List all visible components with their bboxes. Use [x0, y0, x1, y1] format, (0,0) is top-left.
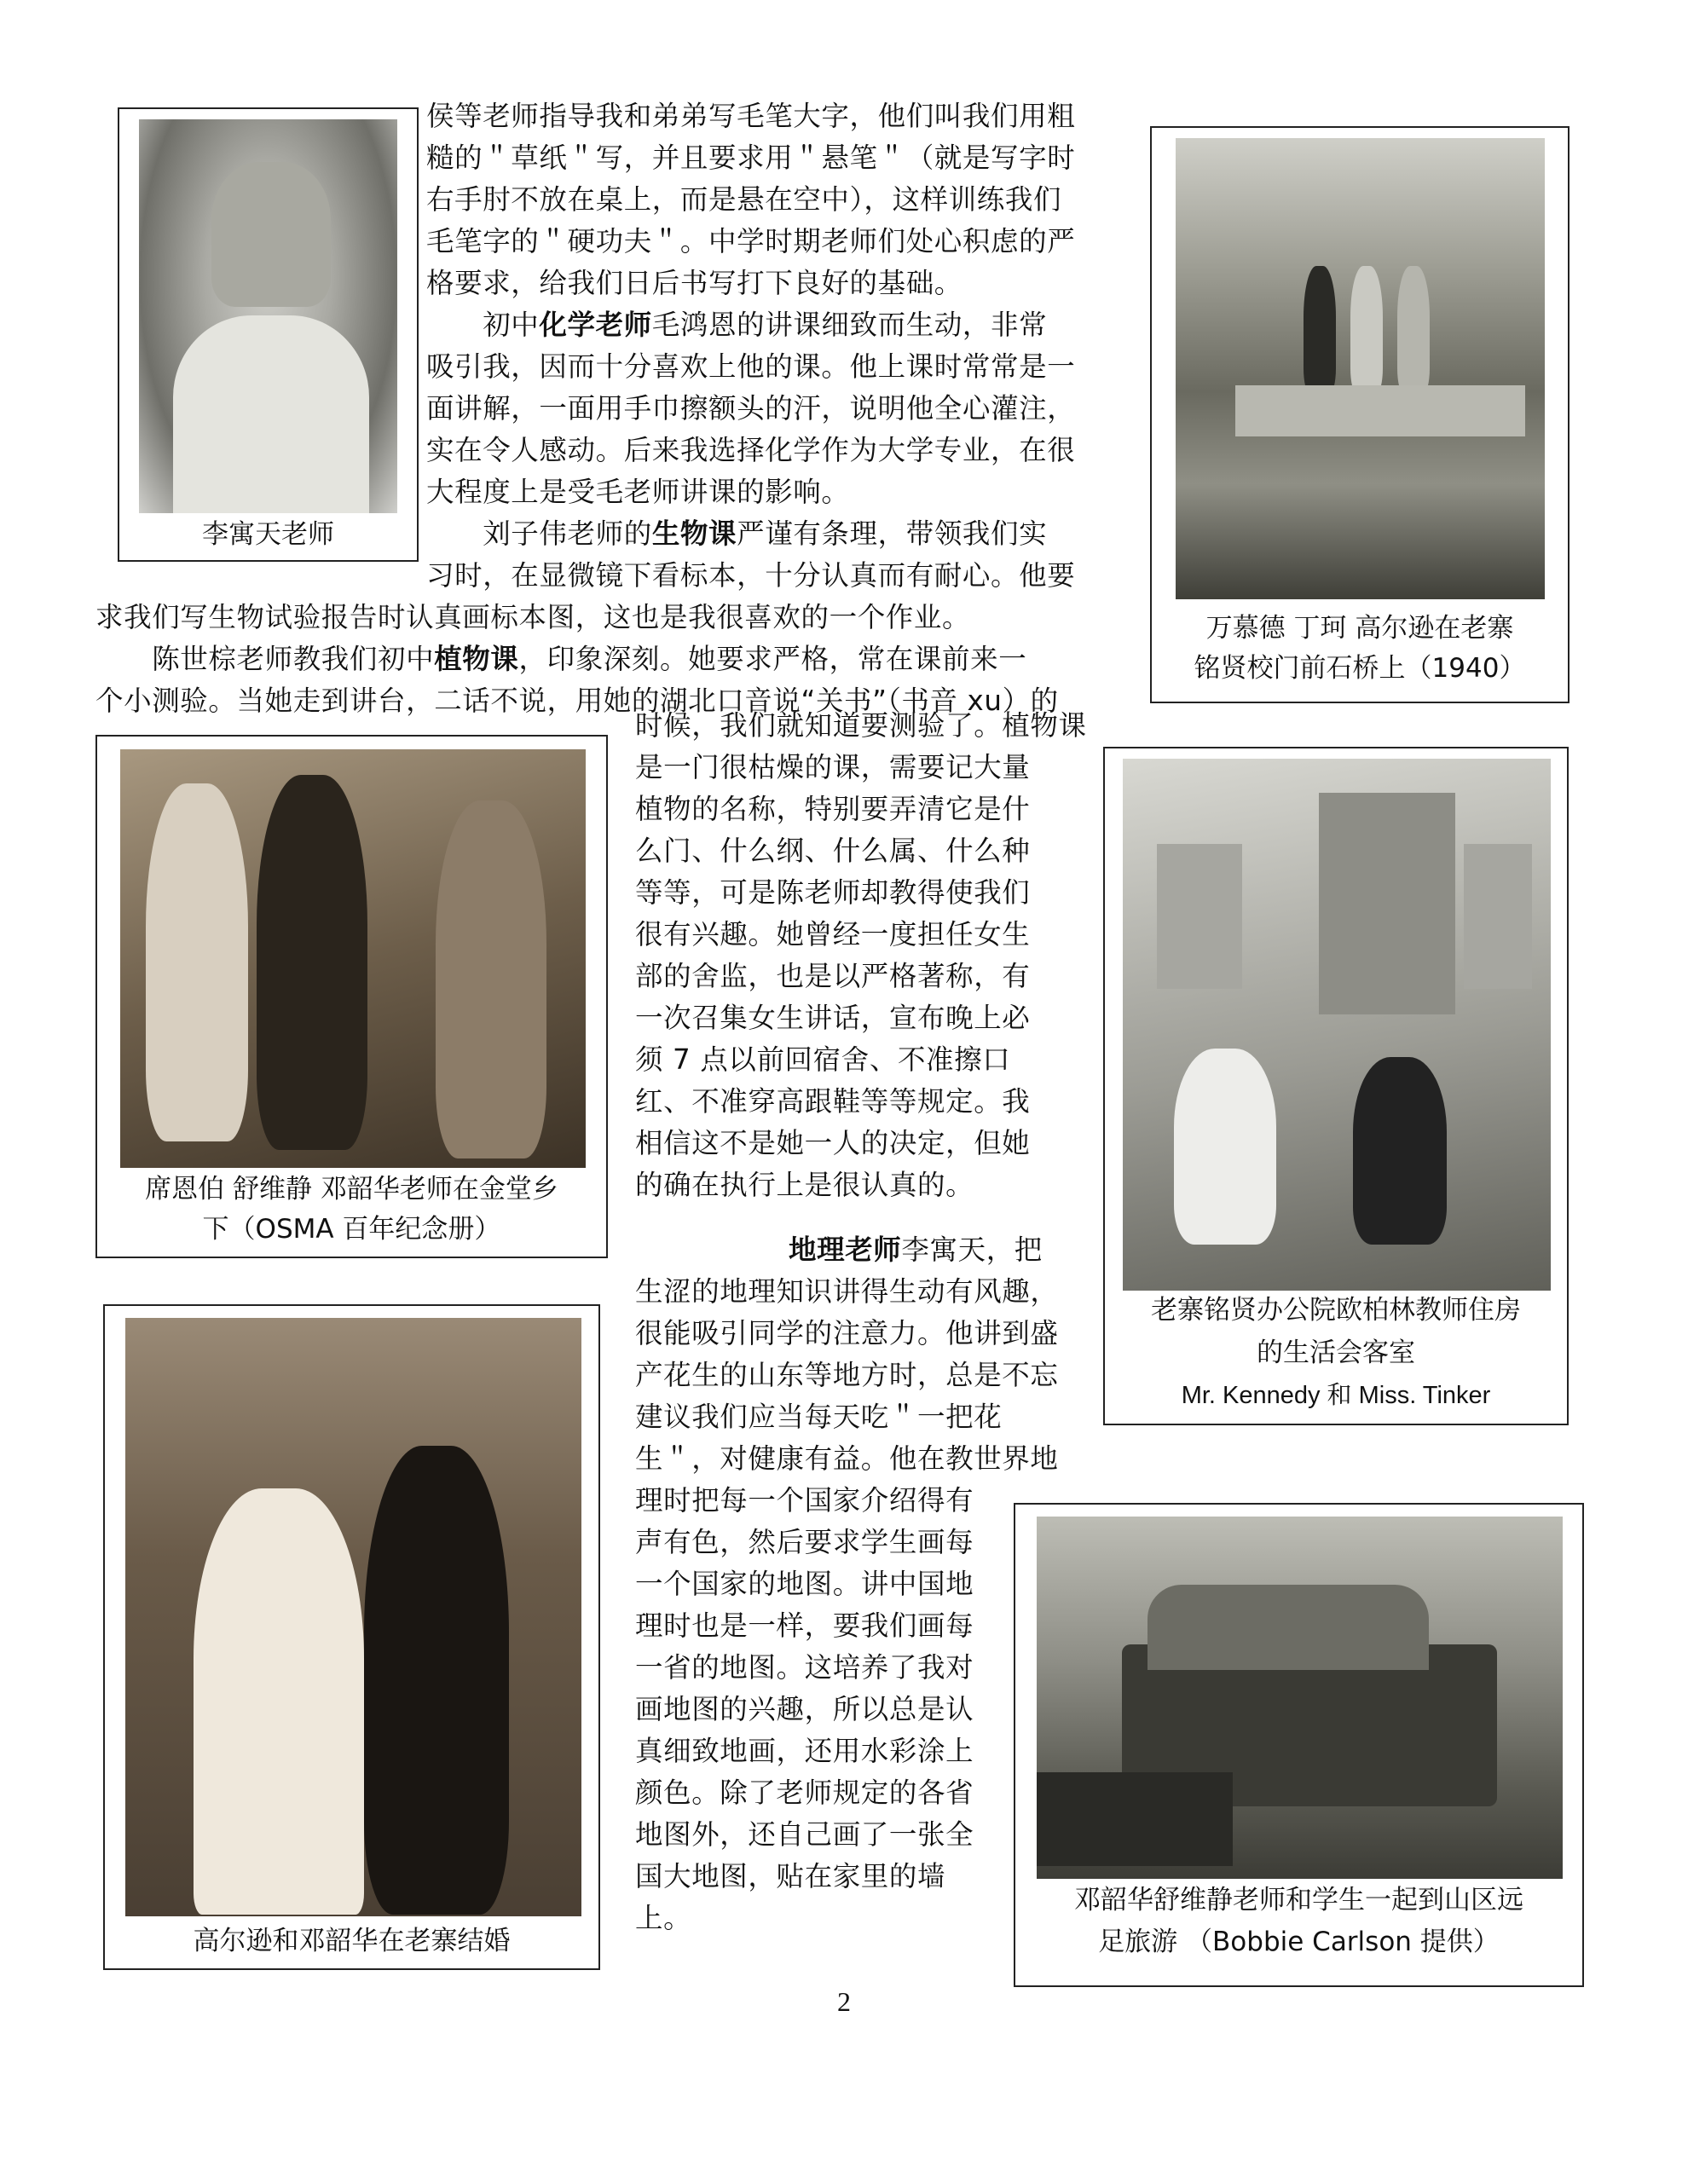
hike-caption-line1: 邓韶华舒维静老师和学生一起到山区远 — [1074, 1885, 1523, 1915]
body-line: 的确在执行上是很认真的。 — [635, 1169, 974, 1201]
parlor-photo — [1123, 759, 1551, 1291]
portrait-caption: 李寓天老师 — [202, 519, 334, 550]
body-line: 等等，可是陈老师却教得使我们 — [635, 876, 1031, 909]
body-line: 部的舍监，也是以严格著称，有 — [635, 960, 1031, 992]
body-line: 国大地图，贴在家里的墙 — [635, 1860, 946, 1892]
portrait-figure — [118, 107, 419, 562]
body-line: 建议我们应当每天吃＂一把花 — [635, 1401, 1003, 1433]
wedding-photo — [125, 1318, 581, 1916]
body-line: 须 7 点以前回宿舍、不准擦口 — [635, 1043, 1011, 1076]
body-text-block-3 — [635, 705, 1087, 1206]
hike-photo — [1037, 1517, 1563, 1879]
body-line: 一个国家的地图。讲中国地 — [635, 1568, 974, 1600]
body-text-wide — [95, 597, 1059, 722]
body-line: 时候，我们就知道要测验了。植物课 — [635, 709, 1087, 742]
countryside-figure — [95, 735, 608, 1258]
body-line: 是一门很枯燥的课，需要记大量 — [635, 751, 1031, 783]
bridge-caption-line2: 铭贤校门前石桥上（1940） — [1194, 653, 1526, 684]
body-line: 侯等老师指导我和弟弟写毛笔大字，他们叫我们用粗 — [426, 100, 1076, 132]
hike-caption-line2: 足旅游 （Bobbie Carlson 提供） — [1098, 1927, 1500, 1957]
bridge-figure — [1150, 126, 1569, 703]
wedding-caption: 高尔逊和邓韶华在老寨结婚 — [193, 1926, 511, 1956]
body-line: 么门、什么纲、什么属、什么种 — [635, 835, 1031, 867]
page-number: 2 — [837, 1986, 851, 2017]
wedding-figure — [103, 1304, 600, 1970]
body-line: 右手肘不放在桌上，而是悬在空中），这样训练我们 — [426, 183, 1062, 216]
body-line: 大程度上是受毛老师讲课的影响。 — [426, 476, 850, 508]
body-text-block-4 — [635, 1229, 1059, 1939]
parlor-caption-line3: Mr. Kennedy 和 Miss. Tinker — [1181, 1382, 1491, 1409]
body-text-block-1 — [426, 95, 1075, 597]
body-line: 产花生的山东等地方时，总是不忘 — [635, 1359, 1059, 1391]
hike-figure — [1014, 1503, 1584, 1987]
body-line: 一次召集女生讲话，宣布晚上必 — [635, 1002, 1031, 1034]
bridge-caption-line1: 万慕德 丁珂 高尔逊在老寨 — [1205, 613, 1514, 644]
body-line: 声有色，然后要求学生画每 — [635, 1526, 974, 1558]
bridge-photo — [1176, 138, 1545, 599]
body-line: 理时也是一样，要我们画每 — [635, 1609, 974, 1642]
biology-paragraph-start: 刘子伟老师的生物课严谨有条理，带领我们实 — [426, 517, 1048, 550]
body-line: 植物的名称，特别要弄清它是什 — [635, 793, 1031, 825]
botany-paragraph-start: 陈世棕老师教我们初中植物课，印象深刻。她要求严格，常在课前来一 — [95, 643, 1027, 675]
botany-class-bold: 植物课 — [434, 643, 519, 675]
body-line: 一省的地图。这培养了我对 — [635, 1651, 974, 1684]
body-line: 实在令人感动。后来我选择化学作为大学专业，在很 — [426, 434, 1076, 466]
body-line: 相信这不是她一人的决定，但她 — [635, 1127, 1031, 1159]
geography-teacher-bold: 地理老师 — [789, 1234, 902, 1266]
body-line: 格要求，给我们日后书写打下良好的基础。 — [426, 267, 963, 299]
body-line: 红、不准穿高跟鞋等等规定。我 — [635, 1085, 1031, 1118]
body-line: 求我们写生物试验报告时认真画标本图，这也是我很喜欢的一个作业。 — [95, 601, 971, 633]
portrait-photo — [139, 119, 397, 513]
body-line: 上。 — [635, 1902, 692, 1934]
body-line: 画地图的兴趣，所以总是认 — [635, 1693, 974, 1725]
countryside-caption-line2: 下（OSMA 百年纪念册） — [202, 1214, 501, 1245]
body-line: 颜色。除了老师规定的各省 — [635, 1777, 974, 1809]
geography-paragraph-start: 地理老师李寓天，把 — [789, 1234, 1043, 1266]
parlor-caption-line1: 老寨铭贤办公院欧柏林教师住房 — [1151, 1295, 1521, 1326]
countryside-photo — [120, 749, 586, 1168]
body-line: 面讲解，一面用手巾擦额头的汗，说明他全心灌注， — [426, 392, 1076, 425]
body-line: 毛笔字的＂硬功夫＂。中学时期老师们处心积虑的严 — [426, 225, 1076, 257]
body-line: 习时，在显微镜下看标本，十分认真而有耐心。他要 — [426, 559, 1076, 592]
biology-class-bold: 生物课 — [651, 517, 737, 550]
body-line: 吸引我，因而十分喜欢上他的课。他上课时常常是一 — [426, 350, 1076, 383]
body-line: 很有兴趣。她曾经一度担任女生 — [635, 918, 1031, 950]
parlor-figure — [1103, 747, 1569, 1425]
parlor-caption-line2: 的生活会客室 — [1257, 1338, 1415, 1368]
body-line: 个小测验。当她走到讲台，二话不说，用她的湖北口音说“关书”（书音 xu）的 — [95, 685, 1059, 717]
body-line: 理时把每一个国家介绍得有 — [635, 1484, 974, 1517]
body-line: 生＂，对健康有益。他在教世界地 — [635, 1442, 1059, 1475]
body-line: 很能吸引同学的注意力。他讲到盛 — [635, 1317, 1059, 1349]
chemistry-paragraph-start: 初中化学老师毛鸿恩的讲课细致而生动，非常 — [426, 309, 1048, 341]
chemistry-teacher-bold: 化学老师 — [539, 309, 652, 341]
body-line: 地图外，还自己画了一张全 — [635, 1818, 974, 1851]
body-line: 生涩的地理知识讲得生动有风趣， — [635, 1275, 1059, 1308]
countryside-caption-line1: 席恩伯 舒维静 邓韶华老师在金堂乡 — [145, 1174, 558, 1205]
body-line: 糙的＂草纸＂写，并且要求用＂悬笔＂（就是写字时 — [426, 142, 1076, 174]
body-line: 真细致地画，还用水彩涂上 — [635, 1735, 974, 1767]
